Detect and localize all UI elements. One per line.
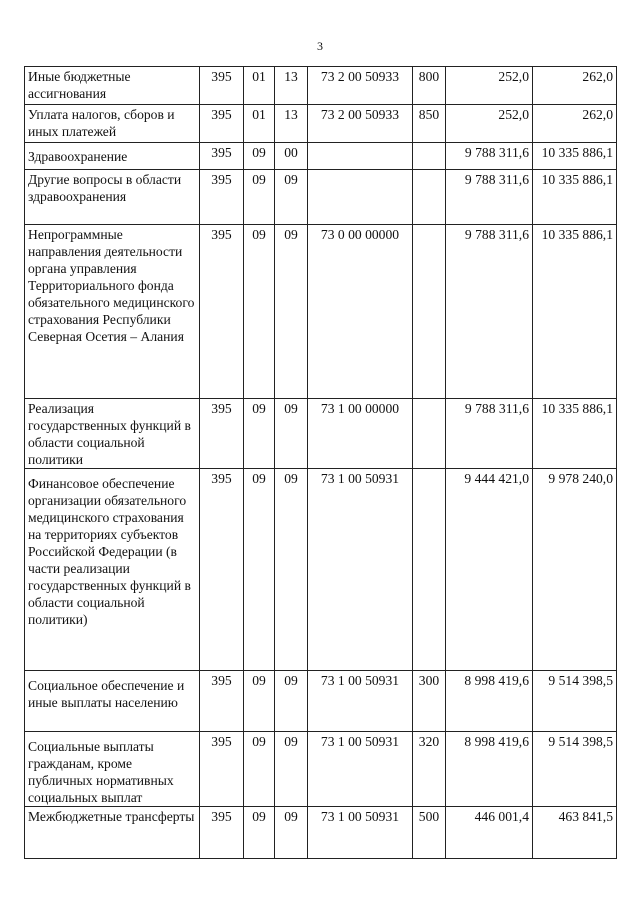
row-csr: 73 0 00 00000 bbox=[308, 225, 413, 399]
row-rz: 09 bbox=[244, 143, 275, 170]
row-vr: 500 bbox=[413, 807, 446, 859]
table-row bbox=[25, 807, 617, 859]
row-sum-1: 9 788 311,6 bbox=[446, 170, 533, 225]
table-row bbox=[25, 143, 617, 170]
table-row bbox=[25, 105, 617, 143]
row-vr bbox=[413, 170, 446, 225]
row-rz: 09 bbox=[244, 170, 275, 225]
row-pr: 09 bbox=[275, 225, 308, 399]
row-vr: 800 bbox=[413, 67, 446, 105]
row-rz: 09 bbox=[244, 732, 275, 807]
row-csr: 73 1 00 00000 bbox=[308, 399, 413, 469]
row-gr: 395 bbox=[200, 399, 244, 469]
row-sum-1: 9 444 421,0 bbox=[446, 469, 533, 671]
row-pr: 09 bbox=[275, 807, 308, 859]
table-row bbox=[25, 225, 617, 399]
row-pr: 09 bbox=[275, 671, 308, 732]
row-sum-2: 9 514 398,5 bbox=[533, 671, 617, 732]
row-rz: 09 bbox=[244, 399, 275, 469]
row-sum-2: 9 978 240,0 bbox=[533, 469, 617, 671]
row-csr: 73 1 00 50931 bbox=[308, 807, 413, 859]
row-rz: 09 bbox=[244, 807, 275, 859]
row-vr bbox=[413, 143, 446, 170]
row-sum-1: 8 998 419,6 bbox=[446, 671, 533, 732]
row-vr bbox=[413, 469, 446, 671]
row-rz: 01 bbox=[244, 105, 275, 143]
row-name: Иные бюджетные ассигнования bbox=[25, 67, 200, 105]
row-name: Непрограммные направления деятельности органа управления Территориального фонда обязательного медицинского страхования Республики Северная Осетия – Алания bbox=[25, 225, 200, 399]
row-pr: 09 bbox=[275, 170, 308, 225]
row-csr: 73 1 00 50931 bbox=[308, 469, 413, 671]
row-rz: 09 bbox=[244, 225, 275, 399]
row-vr: 320 bbox=[413, 732, 446, 807]
table-row bbox=[25, 732, 617, 807]
row-name: Межбюджетные трансферты bbox=[25, 807, 200, 859]
row-sum-2: 10 335 886,1 bbox=[533, 143, 617, 170]
row-vr: 300 bbox=[413, 671, 446, 732]
row-sum-1: 446 001,4 bbox=[446, 807, 533, 859]
row-vr: 850 bbox=[413, 105, 446, 143]
row-gr: 395 bbox=[200, 105, 244, 143]
row-sum-2: 10 335 886,1 bbox=[533, 225, 617, 399]
row-sum-1: 252,0 bbox=[446, 105, 533, 143]
row-sum-2: 262,0 bbox=[533, 67, 617, 105]
row-vr bbox=[413, 399, 446, 469]
row-vr bbox=[413, 225, 446, 399]
row-pr: 09 bbox=[275, 469, 308, 671]
table-row bbox=[25, 67, 617, 105]
row-gr: 395 bbox=[200, 170, 244, 225]
row-pr: 00 bbox=[275, 143, 308, 170]
table-row bbox=[25, 671, 617, 732]
row-sum-2: 9 514 398,5 bbox=[533, 732, 617, 807]
row-name: Финансовое обеспечение организации обязательного медицинского страхования на территориях субъектов Российской Федерации (в части реализации государственных функций в области социальной политики) bbox=[25, 469, 200, 671]
row-gr: 395 bbox=[200, 225, 244, 399]
row-name: Здравоохранение bbox=[25, 143, 200, 170]
row-sum-1: 9 788 311,6 bbox=[446, 143, 533, 170]
row-sum-1: 8 998 419,6 bbox=[446, 732, 533, 807]
row-gr: 395 bbox=[200, 807, 244, 859]
row-gr: 395 bbox=[200, 732, 244, 807]
row-sum-2: 10 335 886,1 bbox=[533, 170, 617, 225]
row-gr: 395 bbox=[200, 469, 244, 671]
table-row bbox=[25, 399, 617, 469]
row-csr: 73 2 00 50933 bbox=[308, 105, 413, 143]
row-name: Другие вопросы в области здравоохранения bbox=[25, 170, 200, 225]
row-pr: 13 bbox=[275, 67, 308, 105]
row-sum-2: 262,0 bbox=[533, 105, 617, 143]
row-sum-1: 9 788 311,6 bbox=[446, 225, 533, 399]
row-sum-1: 9 788 311,6 bbox=[446, 399, 533, 469]
row-rz: 09 bbox=[244, 469, 275, 671]
row-rz: 09 bbox=[244, 671, 275, 732]
row-gr: 395 bbox=[200, 143, 244, 170]
row-name: Уплата налогов, сборов и иных платежей bbox=[25, 105, 200, 143]
row-csr bbox=[308, 170, 413, 225]
table-row bbox=[25, 469, 617, 671]
row-pr: 13 bbox=[275, 105, 308, 143]
row-sum-2: 463 841,5 bbox=[533, 807, 617, 859]
row-sum-1: 252,0 bbox=[446, 67, 533, 105]
row-sum-2: 10 335 886,1 bbox=[533, 399, 617, 469]
row-csr: 73 1 00 50931 bbox=[308, 671, 413, 732]
row-csr bbox=[308, 143, 413, 170]
row-name: Реализация государственных функций в области социальной политики bbox=[25, 399, 200, 469]
table-row bbox=[25, 170, 617, 225]
row-pr: 09 bbox=[275, 399, 308, 469]
row-name: Социальные выплаты гражданам, кроме публичных нормативных социальных выплат bbox=[25, 732, 200, 807]
budget-table bbox=[24, 66, 617, 859]
page-number: 3 bbox=[317, 39, 323, 53]
row-name: Социальное обеспечение и иные выплаты населению bbox=[25, 671, 200, 732]
row-gr: 395 bbox=[200, 67, 244, 105]
table-body bbox=[25, 67, 617, 859]
row-csr: 73 2 00 50933 bbox=[308, 67, 413, 105]
row-rz: 01 bbox=[244, 67, 275, 105]
row-pr: 09 bbox=[275, 732, 308, 807]
row-csr: 73 1 00 50931 bbox=[308, 732, 413, 807]
row-gr: 395 bbox=[200, 671, 244, 732]
